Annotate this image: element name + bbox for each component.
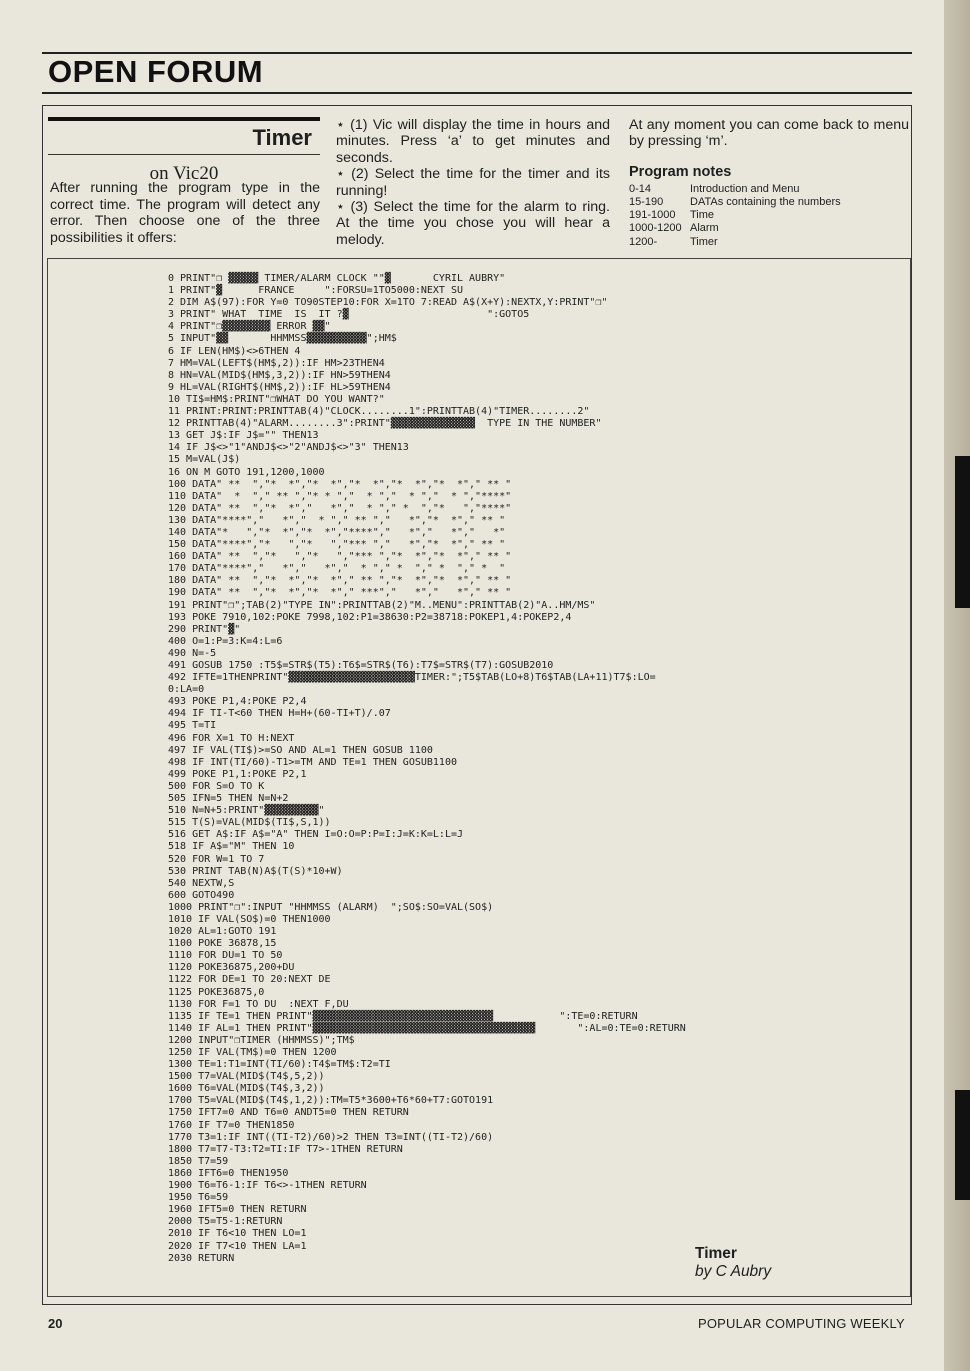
listing-line: 12 PRINTTAB(4)"ALARM........3":PRINT"▓▓▓▓▓▓▓▓▓▓▓▓▓▓ TYPE IN THE NUMBER" [168, 418, 602, 430]
listing-line: 14 IF J$<>"1"ANDJ$<>"2"ANDJ$<>"3" THEN13 [168, 442, 409, 454]
program-note-row [629, 183, 909, 196]
article-header [48, 117, 320, 185]
listing-line: 140 DATA"* ","* *","* *","****"," *"," *"," *" [168, 526, 506, 538]
section-title: OPEN FORUM [48, 54, 264, 89]
byline [695, 1245, 771, 1281]
program-listing [168, 273, 808, 1265]
listing-line: 190 DATA" ** ","* *","* *"," ***"," *"," *"," ** " [168, 587, 512, 599]
note-range: 1000-1200 [629, 222, 682, 235]
listing-line: 499 POKE P1,1:POKE P2,1 [168, 768, 307, 780]
listing-line: 494 IF TI-T<60 THEN H=H+(60-TI+T)/.07 [168, 708, 391, 720]
listing-line: 518 IF A$="M" THEN 10 [168, 841, 295, 853]
listing-line: 130 DATA"****"," *"," * "," ** "," *","* *"," ** " [168, 514, 506, 526]
listing-line: 191 PRINT"❐";TAB(2)"TYPE IN":PRINTTAB(2)"M..MENU":PRINTTAB(2)"A..HM/MS" [168, 599, 596, 611]
listing-line: 491 GOSUB 1750 :T5$=STR$(T5):T6$=STR$(T6):T7$=STR$(T7):GOSUB2010 [168, 660, 554, 671]
listing-line: 495 T=TI [168, 720, 217, 732]
title-rule [48, 154, 320, 155]
program-note-row [629, 196, 909, 209]
option-3: ⋆ (3) Select the time for the alarm to ring. At the time you chose you will hear a melody. [336, 199, 610, 248]
listing-line: 100 DATA" ** ","* *","* *","* *","* *","* *"," ** " [168, 478, 512, 490]
listing-line: 515 T(S)=VAL(MID$(TI$,S,1)) [168, 817, 331, 829]
listing-line: 496 FOR X=1 TO H:NEXT [168, 732, 295, 744]
listing-line: 1750 IFT7=0 AND T6=0 ANDT5=0 THEN RETURN [168, 1107, 409, 1119]
listing-line: 492 IFTE=1THENPRINT"▓▓▓▓▓▓▓▓▓▓▓▓▓▓▓▓▓▓▓▓▓TIMER:";T5$TAB(LO+8)T6$TAB(LA+11)T7$:LO= [168, 672, 656, 684]
listing-line: 150 DATA"****","* ","* ","*** "," *","* *"," ** " [168, 539, 506, 551]
listing-line: 1770 T3=1:IF INT((TI-T2)/60)>2 THEN T3=INT((TI-T2)/60) [168, 1131, 494, 1143]
options-column [336, 117, 610, 248]
listing-line: 1020 AL=1:GOTO 191 [168, 926, 277, 938]
listing-line: 1900 T6=T6-1:IF T6<>-1THEN RETURN [168, 1180, 367, 1192]
listing-line: 400 O=1:P=3:K=4:L=6 [168, 635, 283, 647]
article-subtitle: on Vic20 [149, 163, 219, 184]
listing-line: 1125 POKE36875,0 [168, 986, 265, 998]
listing-line: 600 GOTO490 [168, 889, 235, 901]
byline-author: by C Aubry [695, 1263, 772, 1280]
listing-line: 170 DATA"****"," *"," *"," * "," * "," * "," * " [168, 563, 506, 575]
listing-line: 15 M=VAL(J$) [168, 454, 241, 466]
listing-line: 180 DATA" ** ","* *","* *"," ** ","* *","* *"," ** " [168, 575, 512, 587]
note-description: DATAs containing the numbers [690, 196, 841, 209]
program-note-row [629, 236, 909, 249]
listing-line: 490 N=-5 [168, 647, 217, 659]
listing-line: 193 POKE 7910,102:POKE 7998,102:P1=38630:P2=38718:POKEP1,4:POKEP2,4 [168, 611, 572, 623]
listing-line: 5 INPUT"▓▓ HHMMSS▓▓▓▓▓▓▓▓▓▓";HM$ [168, 333, 397, 345]
listing-line: 1130 FOR F=1 TO DU :NEXT F,DU [168, 998, 349, 1010]
listing-line: 4 PRINT"❐▓▓▓▓▓▓▓▓ ERROR ▓▓" [168, 321, 331, 333]
page-number: 20 [48, 1316, 63, 1331]
back-to-menu-text: At any moment you can come back to menu by pressing ‘m’. [629, 117, 909, 150]
listing-line: 1850 T7=59 [168, 1155, 229, 1167]
listing-line: 493 POKE P1,4:POKE P2,4 [168, 696, 307, 708]
listing-line: 2020 IF T7<10 THEN LA=1 [168, 1240, 307, 1252]
listing-line: 1760 IF T7=0 THEN1850 [168, 1119, 295, 1131]
listing-line: 1300 TE=1:T1=INT(TI/60):T4$=TM$:T2=TI [168, 1059, 391, 1071]
listing-line: 510 N=N+5:PRINT"▓▓▓▓▓▓▓▓▓" [168, 805, 325, 817]
listing-line: 540 NEXTW,S [168, 877, 235, 889]
listing-line: 498 IF INT(TI/60)-T1>=TM AND TE=1 THEN GOSUB1100 [168, 756, 457, 768]
listing-line: 16 ON M GOTO 191,1200,1000 [168, 466, 325, 478]
listing-line: 1140 IF AL=1 THEN PRINT"▓▓▓▓▓▓▓▓▓▓▓▓▓▓▓▓▓▓▓▓▓▓▓▓▓▓▓▓▓▓▓▓▓▓▓▓▓ ":AL=0:TE=0:RETURN [168, 1022, 686, 1034]
listing-line: 110 DATA" * "," ** ","* * "," * "," * "," * ","****" [168, 490, 512, 502]
listing-line: 1600 T6=VAL(MID$(T4$,3,2)) [168, 1083, 325, 1095]
listing-line: 11 PRINT:PRINT:PRINTTAB(4)"CLOCK........1":PRINTTAB(4)"TIMER........2" [168, 406, 590, 418]
listing-line: 1000 PRINT"❐":INPUT "HHMMSS (ALARM) ";SO$:SO=VAL(SO$) [168, 901, 494, 913]
listing-line: 13 GET J$:IF J$="" THEN13 [168, 430, 319, 442]
article-title: Timer [252, 125, 312, 150]
listing-line: 2 DIM A$(97):FOR Y=0 TO90STEP10:FOR X=1TO 7:READ A$(X+Y):NEXTX,Y:PRINT"❐" [168, 297, 608, 309]
listing-line: 9 HL=VAL(RIGHT$(HM$,2)):IF HL>59THEN4 [168, 381, 391, 393]
listing-line: 1860 IFT6=0 THEN1950 [168, 1167, 289, 1179]
note-range: 15-190 [629, 196, 664, 209]
listing-line: 1110 FOR DU=1 TO 50 [168, 950, 283, 962]
listing-line: 500 FOR S=O TO K [168, 780, 265, 792]
edge-mark [955, 456, 970, 608]
note-description: Time [690, 209, 715, 222]
listing-line: 1122 FOR DE=1 TO 20:NEXT DE [168, 974, 331, 986]
note-range: 191-1000 [629, 209, 676, 222]
listing-line: 2000 T5=T5-1:RETURN [168, 1216, 283, 1228]
listing-line: 160 DATA" ** ","* ","* ","*** ","* *","* *"," ** " [168, 551, 512, 563]
listing-line: 530 PRINT TAB(N)A$(T(S)*10+W) [168, 865, 343, 877]
listing-line: 516 GET A$:IF A$="A" THEN I=O:O=P:P=I:J=K:K=L:L=J [168, 829, 464, 841]
listing-line: 290 PRINT"▓" [168, 623, 241, 635]
listing-line: 1200 INPUT"❐TIMER (HHMMSS)";TM$ [168, 1034, 355, 1046]
listing-line: 8 HN=VAL(MID$(HM$,3,2)):IF HN>59THEN4 [168, 369, 391, 381]
note-description: Timer [690, 235, 718, 248]
listing-line: 1700 T5=VAL(MID$(T4$,1,2)):TM=T5*3600+T6*60+T7:GOTO191 [168, 1095, 494, 1107]
program-note-row [629, 209, 909, 222]
notes-column [629, 117, 909, 249]
note-range: 0-14 [629, 182, 652, 195]
program-notes-list [629, 183, 909, 249]
publication-name: POPULAR COMPUTING WEEKLY [698, 1316, 905, 1331]
note-description: Introduction and Menu [690, 182, 800, 195]
listing-line: 1950 T6=59 [168, 1192, 229, 1204]
listing-line: 1120 POKE36875,200+DU [168, 962, 295, 974]
intro-paragraph: After running the program type in the correct time. The program will detect any error. Then choose one of the three possibilities it offers: [50, 180, 320, 246]
listing-line: 6 IF LEN(HM$)<>6THEN 4 [168, 345, 301, 357]
listing-line: 2010 IF T6<10 THEN LO=1 [168, 1228, 307, 1240]
program-note-row [629, 222, 909, 235]
listing-line: 1250 IF VAL(TM$)=0 THEN 1200 [168, 1047, 337, 1058]
listing-line: 520 FOR W=1 TO 7 [168, 853, 265, 865]
option-1: ⋆ (1) Vic will display the time in hours and minutes. Press ‘a’ to get minutes and seconds. [336, 117, 610, 166]
title-bar [48, 117, 320, 121]
listing-line: 120 DATA" ** ","* *"," *"," * "," * ","* ","****" [168, 502, 512, 514]
listing-line: 10 TI$=HM$:PRINT"❐WHAT DO YOU WANT?" [168, 393, 385, 405]
listing-line: 0 PRINT"❐ ▓▓▓▓▓ TIMER/ALARM CLOCK ""▓ CYRIL AUBRY" [168, 273, 506, 284]
listing-line: 3 PRINT" WHAT TIME IS IT ?▓ ":GOTO5 [168, 309, 530, 321]
listing-line: 7 HM=VAL(LEFT$(HM$,2)):IF HM>23THEN4 [168, 357, 385, 369]
option-2: ⋆ (2) Select the time for the timer and its running! [336, 166, 610, 199]
edge-mark [955, 1090, 970, 1200]
byline-title: Timer [695, 1245, 737, 1262]
note-description: Alarm [690, 222, 719, 235]
listing-line: 1800 T7=T7-T3:T2=TI:IF T7>-1THEN RETURN [168, 1143, 403, 1155]
listing-line: 1100 POKE 36878,15 [168, 938, 277, 950]
listing-line: 2030 RETURN [168, 1252, 235, 1264]
program-notes-title: Program notes [629, 163, 732, 180]
listing-line: 1010 IF VAL(SO$)=0 THEN1000 [168, 913, 331, 925]
note-range: 1200- [629, 235, 658, 248]
listing-line: 497 IF VAL(TI$)>=SO AND AL=1 THEN GOSUB 1100 [168, 744, 433, 756]
listing-line: 1 PRINT"▓ FRANCE ":FORSU=1TO5000:NEXT SU [168, 285, 464, 297]
listing-line: 505 IFN=5 THEN N=N+2 [168, 793, 289, 805]
listing-line: 1500 T7=VAL(MID$(T4$,5,2)) [168, 1071, 325, 1083]
listing-line: 1135 IF TE=1 THEN PRINT"▓▓▓▓▓▓▓▓▓▓▓▓▓▓▓▓▓▓▓▓▓▓▓▓▓▓▓▓▓▓ ":TE=0:RETURN [168, 1010, 638, 1022]
listing-line: 0:LA=0 [168, 684, 205, 696]
listing-line: 1960 IFT5=0 THEN RETURN [168, 1204, 307, 1216]
